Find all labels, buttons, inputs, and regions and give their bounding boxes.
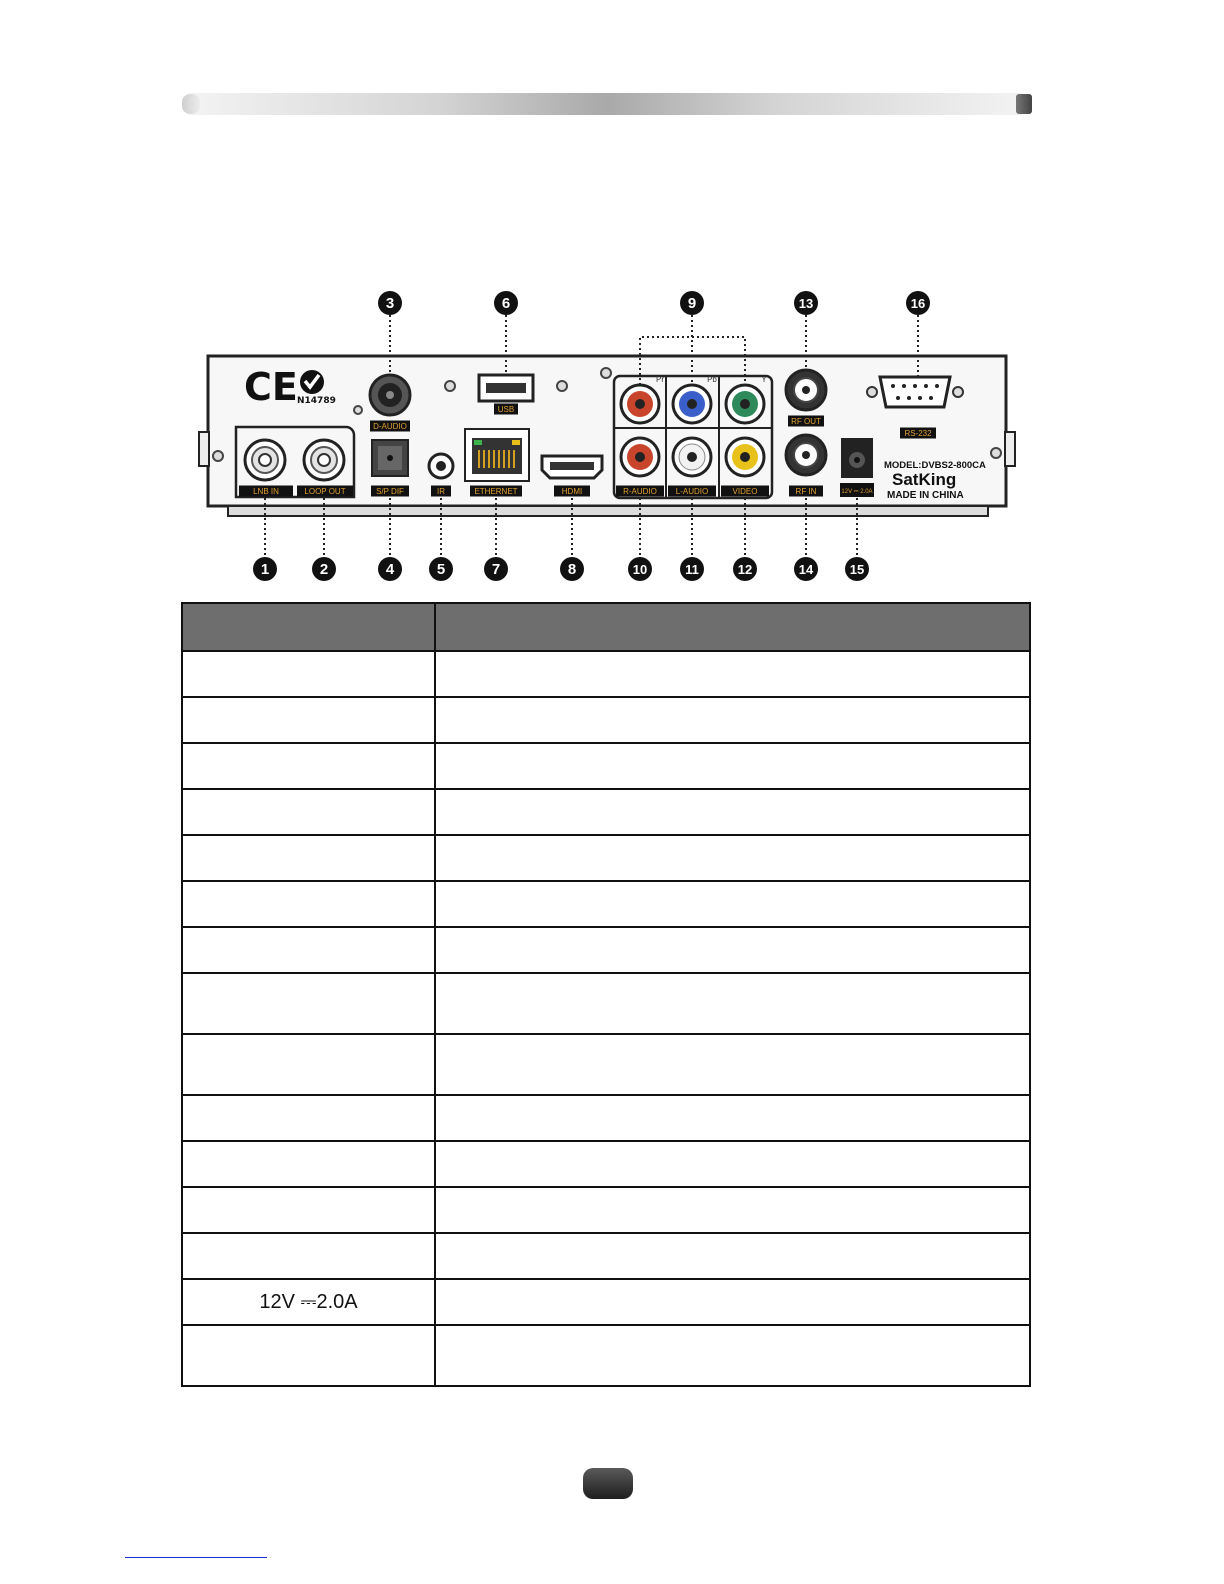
svg-text:6: 6 (501, 295, 511, 312)
table-cell-value (435, 789, 1030, 835)
callout-5 (429, 557, 453, 581)
svg-text:13: 13 (798, 296, 814, 311)
table-row (182, 835, 1030, 881)
svg-text:9: 9 (687, 295, 697, 312)
svg-text:ETHERNET: ETHERNET (474, 487, 518, 496)
svg-text:8: 8 (567, 561, 577, 578)
svg-text:R-AUDIO: R-AUDIO (623, 487, 657, 496)
callout-2 (312, 557, 336, 581)
device-base (228, 506, 988, 516)
usb-port (479, 375, 533, 401)
table-row (182, 1279, 1030, 1325)
svg-text:5: 5 (436, 561, 446, 578)
spdif-connector (372, 440, 408, 476)
table-cell-value (435, 1279, 1030, 1325)
power-jack (841, 438, 873, 478)
label-d-audio (370, 421, 410, 432)
svg-text:4: 4 (385, 561, 395, 578)
svg-text:L-AUDIO: L-AUDIO (675, 487, 709, 496)
callout-3 (378, 291, 402, 315)
ce-mark: CE (244, 365, 298, 409)
svg-text:RS-232: RS-232 (904, 429, 932, 438)
rf-in-connector (786, 435, 826, 475)
table-cell-key (182, 1187, 435, 1233)
svg-text:16: 16 (910, 296, 926, 311)
svg-text:IR: IR (437, 487, 445, 496)
svg-text:D-AUDIO: D-AUDIO (373, 422, 407, 431)
svg-text:2: 2 (319, 561, 329, 578)
table-cell-value (435, 1095, 1030, 1141)
loop-out-connector (304, 440, 344, 480)
label-lnb-in (239, 486, 293, 497)
table-row (182, 743, 1030, 789)
table-row (182, 973, 1030, 1034)
ethernet-port (465, 429, 529, 481)
brand-text: SatKing (892, 470, 957, 489)
svg-text:LNB IN: LNB IN (253, 487, 279, 496)
table-cell-key (182, 789, 435, 835)
footer-link-underline (125, 1557, 267, 1558)
label-ir (431, 486, 451, 497)
label-pb (707, 375, 717, 384)
table-cell-value (435, 1141, 1030, 1187)
table-cell-value (435, 973, 1030, 1034)
header-bar-left-cap (182, 94, 200, 114)
c-tick-number: N14789 (297, 396, 336, 406)
table-cell-key (182, 1233, 435, 1279)
svg-text:12: 12 (737, 562, 753, 577)
svg-text:HDMI: HDMI (561, 487, 583, 496)
callout-6 (494, 291, 518, 315)
svg-text:RF IN: RF IN (795, 487, 817, 496)
header-decoration-bar (182, 93, 1032, 115)
table-row (182, 1095, 1030, 1141)
table-cell-value (435, 835, 1030, 881)
callout-13 (794, 291, 818, 315)
svg-text:15: 15 (849, 562, 865, 577)
table-cell-key (182, 1034, 435, 1095)
d-audio-connector (370, 375, 410, 415)
svg-text:USB: USB (497, 405, 515, 414)
label-usb (494, 404, 518, 415)
table-cell-value (435, 697, 1030, 743)
rf-out-connector (786, 370, 826, 410)
label-power-label (840, 483, 874, 497)
screw (445, 381, 455, 391)
table-cell-key (182, 835, 435, 881)
table-cell-key (182, 651, 435, 697)
svg-text:Y: Y (761, 375, 767, 384)
screw (601, 368, 611, 378)
screw (557, 381, 567, 391)
label-spdif (371, 486, 409, 497)
table-row (182, 927, 1030, 973)
label-y (761, 375, 767, 384)
table-row (182, 1325, 1030, 1386)
table-cell-key (182, 743, 435, 789)
pb-connector (673, 385, 711, 423)
table-row (182, 697, 1030, 743)
svg-text:11: 11 (685, 562, 699, 577)
table-row (182, 1141, 1030, 1187)
table-cell-key (182, 973, 435, 1034)
table-header-row (182, 603, 1030, 651)
table-cell-key (182, 697, 435, 743)
table-row (182, 651, 1030, 697)
hdmi-port (542, 456, 602, 478)
svg-text:12V ⎓ 2.0A: 12V ⎓ 2.0A (841, 489, 873, 495)
svg-text:LOOP OUT: LOOP OUT (304, 487, 346, 496)
table-cell-value (435, 1325, 1030, 1386)
svg-text:7: 7 (491, 561, 501, 578)
table-cell-key (182, 1325, 435, 1386)
table-cell-value (435, 743, 1030, 789)
table-header-col-2 (435, 603, 1030, 651)
label-rf-in (789, 486, 823, 497)
l-audio-connector (673, 438, 711, 476)
callout-14 (794, 557, 818, 581)
callout-7 (484, 557, 508, 581)
label-ethernet (470, 486, 522, 497)
table-cell-value (435, 1187, 1030, 1233)
y-connector (726, 385, 764, 423)
label-hdmi (554, 486, 590, 497)
screw (354, 406, 362, 414)
page-number-tab (583, 1468, 633, 1499)
callout-15 (845, 557, 869, 581)
table-cell-key (182, 1141, 435, 1187)
svg-text:10: 10 (632, 562, 648, 577)
origin-text: MADE IN CHINA (887, 490, 964, 501)
side-tab-right (1005, 432, 1015, 466)
table-cell-value (435, 927, 1030, 973)
svg-text:S/P DIF: S/P DIF (376, 487, 404, 496)
table-cell-key (182, 881, 435, 927)
table-cell-key (182, 1095, 435, 1141)
label-rs232 (900, 428, 936, 439)
lnb-in-connector (245, 440, 285, 480)
table-header-col-1 (182, 603, 435, 651)
table-cell-value (435, 881, 1030, 927)
callout-10 (628, 557, 652, 581)
label-video (721, 486, 769, 497)
table-cell-key: 12V ⎓2.0A (182, 1279, 435, 1325)
table-cell-value (435, 1233, 1030, 1279)
callout-16 (906, 291, 930, 315)
svg-text:VIDEO: VIDEO (732, 487, 758, 496)
video-connector (726, 438, 764, 476)
table-row (182, 789, 1030, 835)
label-r-audio (616, 486, 664, 497)
ir-connector (429, 454, 453, 478)
svg-text:RF OUT: RF OUT (791, 417, 821, 426)
svg-text:14: 14 (798, 562, 814, 577)
label-rf-out (788, 416, 824, 427)
rear-panel-diagram (0, 280, 1224, 590)
svg-text:Pb: Pb (707, 375, 717, 384)
callout-8 (560, 557, 584, 581)
svg-text:Pr: Pr (656, 375, 664, 384)
header-bar-right-cap (1016, 94, 1032, 114)
label-l-audio (668, 486, 716, 497)
callout-1 (253, 557, 277, 581)
screw (991, 448, 1001, 458)
callout-12 (733, 557, 757, 581)
callout-9 (680, 291, 704, 315)
table-cell-value (435, 651, 1030, 697)
label-pr (656, 375, 664, 384)
model-text: MODEL:DVBS2-800CA (884, 460, 986, 471)
table-row (182, 881, 1030, 927)
table-row (182, 1187, 1030, 1233)
pr-connector (621, 385, 659, 423)
callout-11 (680, 557, 704, 581)
r-audio-connector (621, 438, 659, 476)
rear-panel-svg (0, 280, 1224, 590)
screw (213, 451, 223, 461)
svg-text:1: 1 (260, 561, 270, 578)
label-loop-out (297, 486, 353, 497)
table-cell-key (182, 927, 435, 973)
table-row (182, 1233, 1030, 1279)
callout-4 (378, 557, 402, 581)
side-tab-left (199, 432, 209, 466)
table-cell-value (435, 1034, 1030, 1095)
svg-text:3: 3 (385, 295, 395, 312)
connector-table (181, 602, 1031, 1387)
table-row (182, 1034, 1030, 1095)
